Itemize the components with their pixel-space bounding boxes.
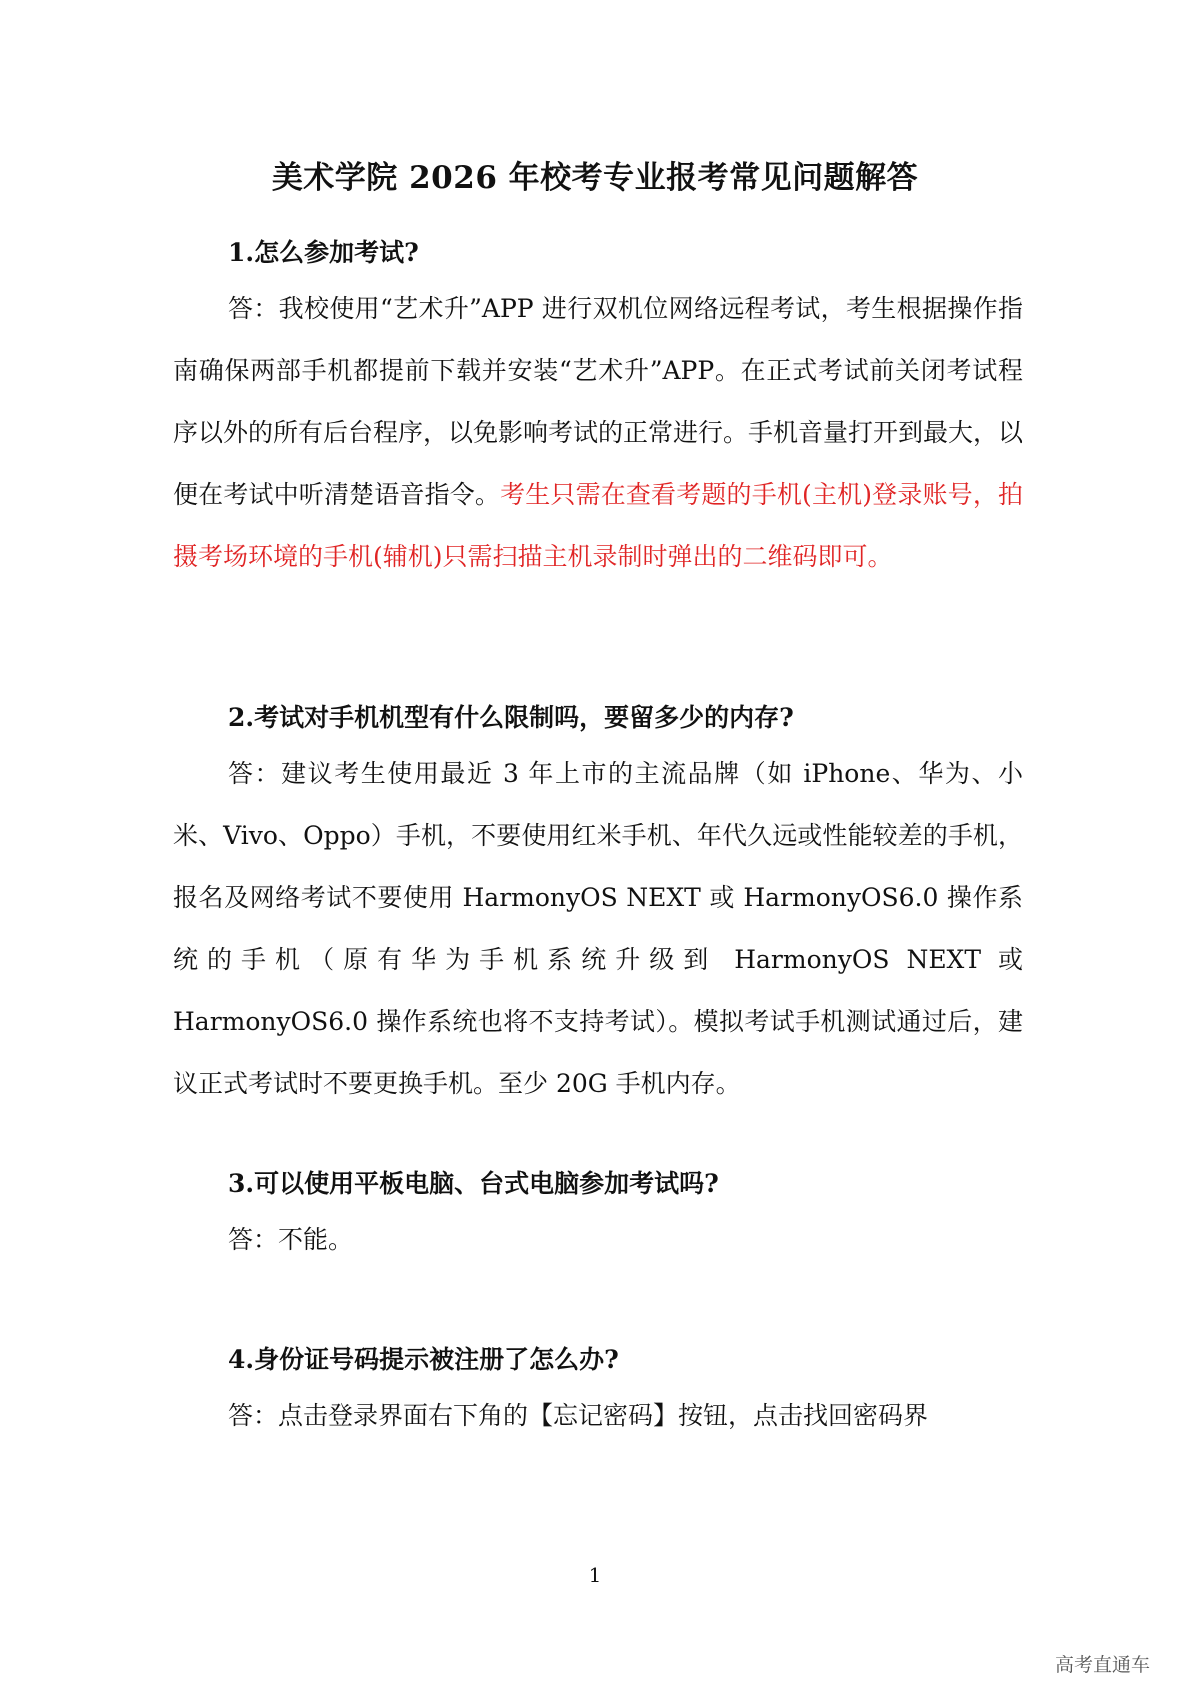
faq-answer-4: 答：点击登录界面右下角的【忘记密码】按钮，点击找回密码界: [228, 1401, 929, 1430]
page-number: 1: [588, 1563, 602, 1587]
faq-answer-2: 答：建议考生使用最近 3 年上市的主流品牌（如 iPhone、华为、小米、Vivo、Oppo）手机，不要使用红米手机、年代久远或性能较差的手机，报名及网络考试不要使用 HarmonyOS NEXT 或 HarmonyOS6.0 操作系统的手机（原有华为手机系统升级到 HarmonyOS NEXT 或 HarmonyOS6.0 操作系统也将不支持考试）。模拟考试手机测试通过后，建议正式考试时不要更换手机。至少 20G 手机内存。: [173, 759, 1023, 1098]
faq-answer-1-text: 答：我校使用“艺术升”APP 进行双机位网络远程考试，考生根据操作指南确保两部手机都提前下载并安装“艺术升”APP。在正式考试前关闭考试程序以外的所有后台程序，以免影响考试的正常进行。手机音量打开到最大，以便在考试中听清楚语音指令。: [173, 294, 1024, 509]
faq-question-3: 3.可以使用平板电脑、台式电脑参加考试吗?: [228, 1169, 719, 1198]
document-title: 美术学院 2026 年校考专业报考常见问题解答: [271, 160, 919, 196]
faq-answer-1: [173, 278, 1023, 588]
faq-question-4: 4.身份证号码提示被注册了怎么办?: [228, 1345, 619, 1374]
faq-answer-1-highlight: 考生只需在查看考题的手机(主机)登录账号，拍摄考场环境的手机(辅机)只需扫描主机录制时弹出的二维码即可。: [173, 480, 1023, 571]
faq-question-2: 2.考试对手机机型有什么限制吗，要留多少的内存?: [228, 703, 794, 732]
faq-answer-3: 答：不能。: [228, 1225, 354, 1254]
watermark-text: 高考直通车: [1055, 1654, 1151, 1676]
faq-question-1: 1.怎么参加考试?: [228, 238, 419, 267]
